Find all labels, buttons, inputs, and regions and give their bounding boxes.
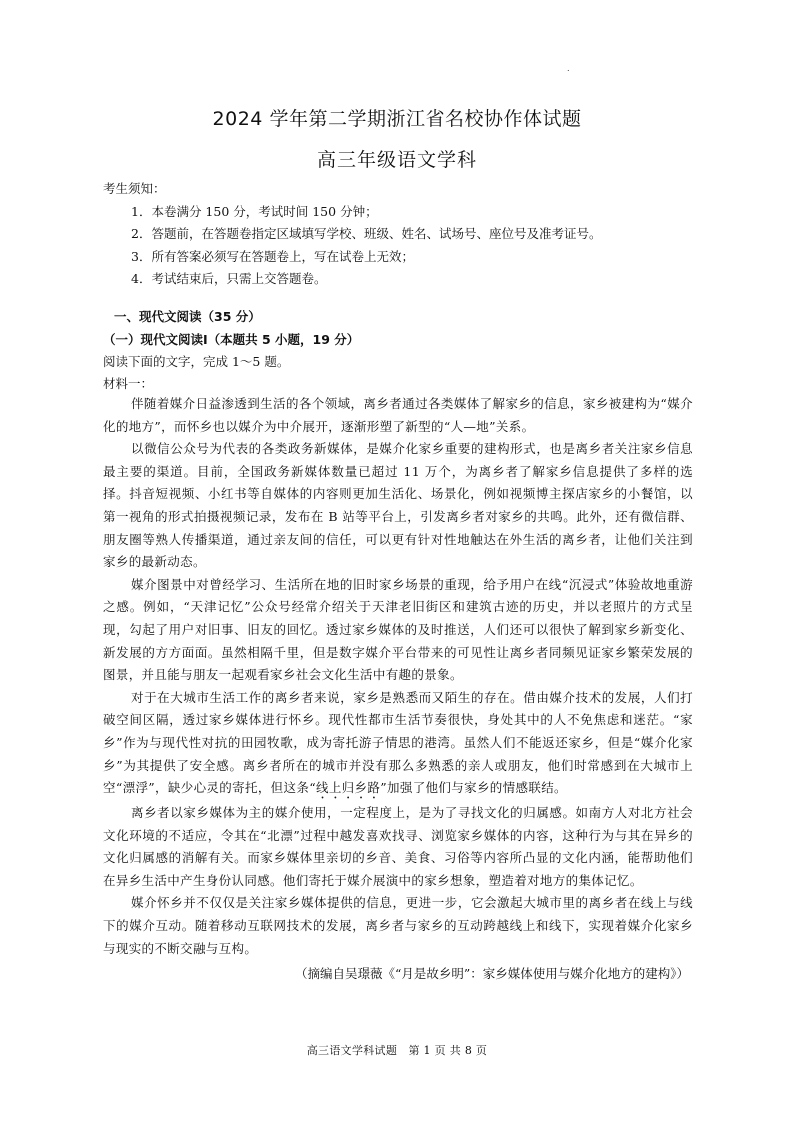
reading-instruction: 阅读下面的文字，完成 1～5 题。 [103, 354, 290, 369]
article-paragraph-6: 媒介怀乡并不仅仅是关注家乡媒体提供的信息，更进一步，它会激起大城市里的离乡者在线上与线下的媒介互动。随着移动互联网技术的发展，离乡者与家乡的互动跨越线上和线下，实现着媒介化家乡与现实的不断交融与互构。 [103, 895, 693, 956]
notice-item-1: 1．本卷满分 150 分，考试时间 150 分钟； [131, 203, 378, 219]
article-paragraph-3: 媒介图景中对曾经学习、生活所在地的旧时家乡场景的重现，给予用户在线“沉浸式”体验故地重游之感。例如，“天津记忆”公众号经常介绍关于天津老旧街区和建筑古迹的历史，并以老照片的方式呈现，勾起了用户对旧事、旧友的回忆。透过家乡媒体的及时推送，人们还可以很快了解到家乡新变化、新发展的方方面面。虽然相隔千里，但是数字媒介平台带来的可见性让离乡者同频见证家乡繁荣发展的图景，并且能与朋友一起观看家乡社会文化生活中有趣的景象。 [103, 576, 693, 683]
article-source: （摘编自吴璟薇《“月是故乡明”：家乡媒体使用与媒介化地方的建构》） [294, 966, 689, 982]
material-label: 材料一： [103, 376, 154, 391]
reading-one-heading: （一）现代文阅读Ⅰ（本题共 5 小题，19 分） [103, 332, 360, 347]
article-paragraph-5: 离乡者以家乡媒体为主的媒介使用，一定程度上，是为了寻找文化的归属感。如南方人对北方社会文化环境的不适应，令其在“北漂”过程中越发喜欢找寻、浏览家乡媒体的内容，这种行为与其在异乡的文化归属感的消解有关。而家乡媒体里亲切的乡音、美食、习俗等内容所凸显的文化内涵，能帮助他们在异乡生活中产生身份认同感。他们寄托于媒介展演中的家乡想象，塑造着对地方的集体记忆。 [103, 805, 693, 888]
notice-item-3: 3．所有答案必须写在答题卷上，写在试卷上无效； [131, 248, 414, 264]
part-one-heading: 一、现代文阅读（35 分） [114, 309, 261, 324]
notice-item-2: 2．答题前，在答题卷指定区域填写学校、班级、姓名、试场号、座位号及准考证号。 [131, 226, 602, 241]
article-body [103, 393, 693, 986]
page-footer: 高三语文学科试题 第 1 页 共 8 页 [306, 1044, 488, 1057]
paragraph-4-text-start: 对于在大城市生活工作的离乡者来说，家乡是熟悉而又陌生的存在。借由媒介技术的发展，人们打破空间区隔，透过家乡媒体进行怀乡。现代性都市生活节奏很快，身处其中的人不免焦虑和迷茫。“家乡”作为与现代性对抗的田园牧歌，成为寄托游子情思的港湾。虽然人们不能返还家乡，但是“媒介化家乡”为其提供了安全感。离乡者所在的城市并没有那么多熟悉的亲人或朋友，他们时常感到在大城市上空“漂浮”，缺少心灵的寄托，但这条“ [103, 689, 693, 796]
exam-title: 2024 学年第二学期浙江省名校协作体试题 [212, 108, 582, 130]
notice-title: 考生须知： [103, 181, 166, 196]
article-paragraph-4 [103, 687, 693, 802]
article-paragraph-1: 伴随着媒介日益渗透到生活的各个领域，离乡者通过各类媒体了解家乡的信息，家乡被建构为“媒介化的地方”，而怀乡也以媒介为中介展开，逐渐形塑了新型的“人—地”关系。 [103, 396, 693, 434]
emphasized-phrase: 线上归乡路 [315, 780, 381, 796]
corner-mark: . [567, 64, 570, 73]
candidate-notice [103, 178, 703, 291]
article-paragraph-2: 以微信公众号为代表的各类政务新媒体，是媒介化家乡重要的建构形式，也是离乡者关注家乡信息最主要的渠道。目前，全国政务新媒体数量已超过 11 万个，为离乡者了解家乡信息提供了多样的选择。抖音短视频、小红书等自媒体的内容则更加生活化、场景化，例如视频博主探店家乡的小餐馆，以第一视角的形式拍摄视频记录，发布在 B 站等平台上，引发离乡者对家乡的共鸣。此外，还有微信群、朋友圈等熟人传播渠道，通过亲友间的信任，可以更有针对性地触达在外生活的离乡者，让他们关注到家乡的最新动态。 [103, 441, 693, 570]
notice-item-4: 4．考试结束后，只需上交答题卷。 [131, 271, 327, 286]
exam-subtitle: 高三年级语文学科 [316, 149, 477, 171]
paragraph-4-text-end: ”加强了他们与家乡的情感联结。 [380, 780, 567, 796]
